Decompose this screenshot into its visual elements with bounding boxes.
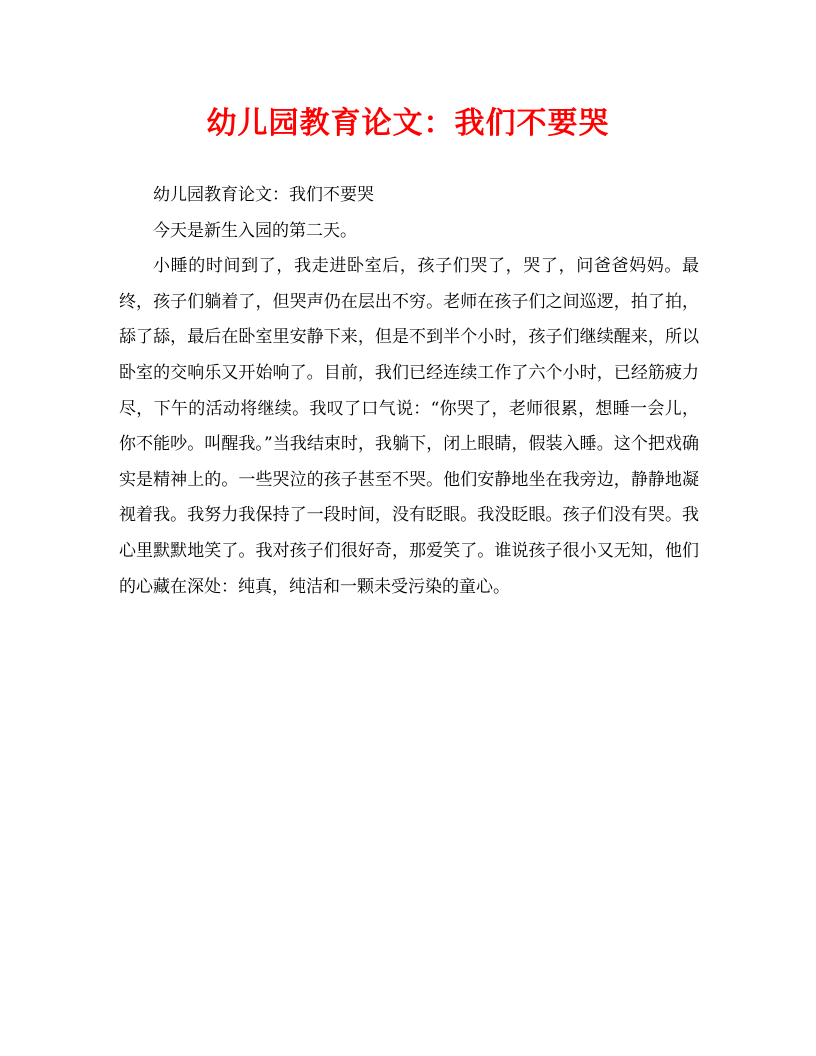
paragraph-subtitle: 幼儿园教育论文：我们不要哭 (153, 185, 374, 205)
document-body (119, 178, 699, 605)
document-title: 幼儿园教育论文：我们不要哭 (206, 106, 610, 141)
paragraph-intro: 今天是新生入园的第二天。 (153, 220, 357, 241)
paragraph-main: 小睡的时间到了，我走进卧室后，孩子们哭了，哭了，问爸爸妈妈。最终，孩子们躺着了，但哭声仍在层出不穷。老师在孩子们之间巡逻，拍了拍，舔了舔，最后在卧室里安静下来，但是不到半个小时，孩子们继续醒来，所以卧室的交响乐又开始响了。目前，我们已经连续工作了六个小时，已经筋疲力尽，下午的活动将继续。我叹了口气说：“你哭了，老师很累，想睡一会儿，你不能吵。叫醒我。”当我结束时，我躺下，闭上眼睛，假装入睡。这个把戏确实是精神上的。一些哭泣的孩子甚至不哭。他们安静地坐在我旁边，静静地凝视着我。我努力我保持了一段时间，没有眨眼。我没眨眼。孩子们没有哭。我心里默默地笑了。我对孩子们很好奇，那爱笑了。谁说孩子很小又无知，他们的心藏在深处：纯真，纯洁和一颗未受污染的童心。 (119, 256, 699, 597)
